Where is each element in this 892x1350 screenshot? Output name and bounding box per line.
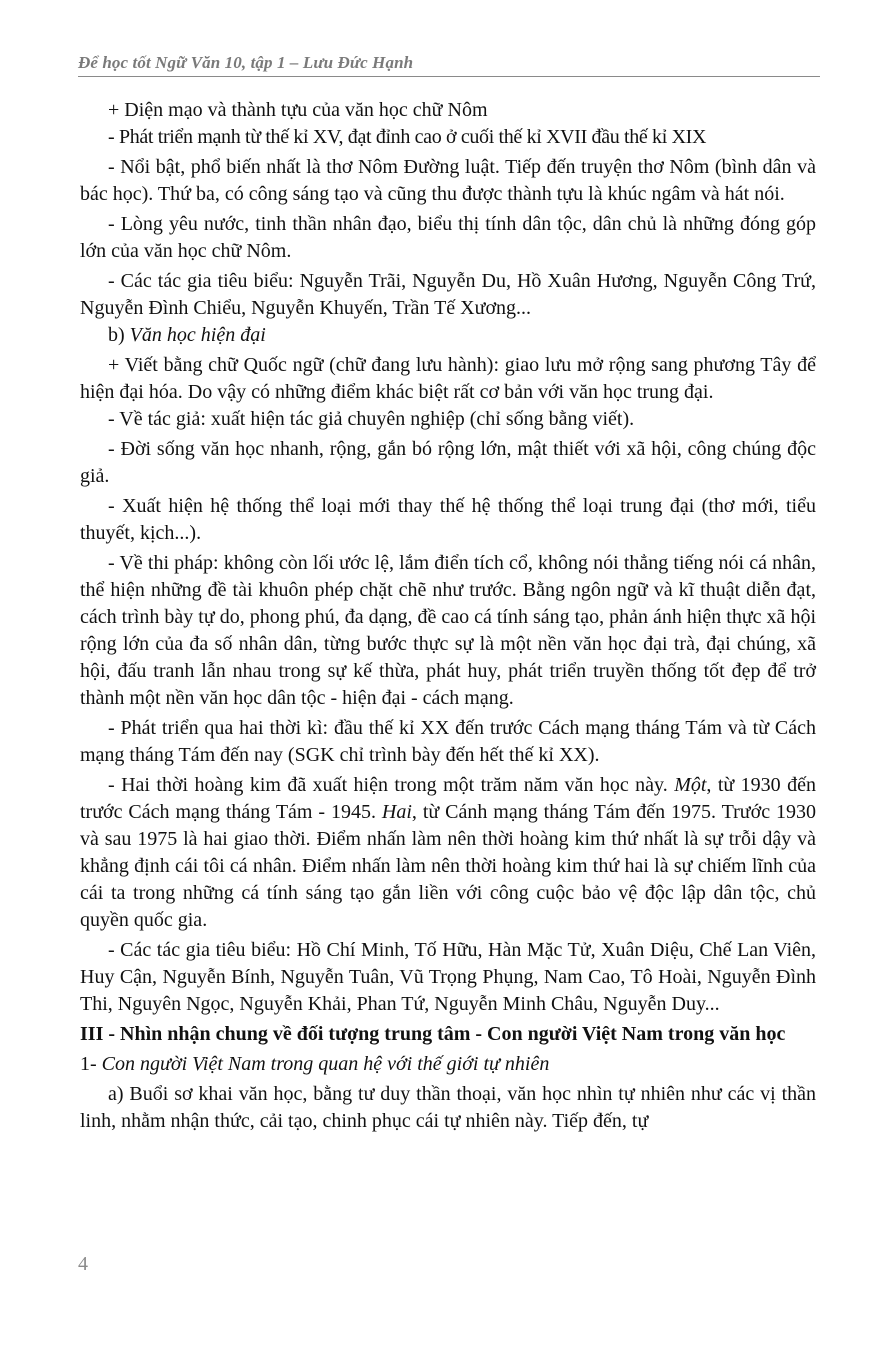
section-label: b) (108, 324, 125, 346)
subsection-title: Con người Việt Nam trong quan hệ với thế giới tự nhiên (101, 1053, 550, 1075)
running-header: Để học tốt Ngữ Văn 10, tập 1 – Lưu Đức Hạnh (78, 53, 414, 72)
paragraph: - Nổi bật, phổ biến nhất là thơ Nôm Đường luật. Tiếp đến truyện thơ Nôm (bình dân và bác học). Thứ ba, có công sáng tạo và cũng thu được thành tựu là khúc ngâm và hát nói. (80, 156, 816, 205)
paragraph: - Các tác gia tiêu biểu: Nguyễn Trãi, Nguyễn Du, Hồ Xuân Hương, Nguyễn Công Trứ, Nguyễn Đình Chiểu, Nguyễn Khuyến, Trần Tế Xương... (80, 270, 816, 319)
paragraph: - Lòng yêu nước, tinh thần nhân đạo, biểu thị tính dân tộc, dân chủ là những đóng góp lớn của văn học chữ Nôm. (80, 213, 816, 262)
page-number: 4 (78, 1253, 88, 1275)
section-subtitle (80, 322, 816, 349)
text-run: , từ Cánh mạng tháng Tám đến 1975. Trước 1930 và sau 1975 là hai giao thời. Điểm nhấn làm nên thời hoàng kim thứ nhất là sự trỗi dậy và khẳng định cái tôi cá nhân. Điểm nhấn làm nên thời hoàng kim thứ hai là sự chiếm lĩnh của cái ta trong những cá tính sáng tạo gắn liền với công cuộc bảo vệ độc lập dân tộc, chủ quyền quốc gia. (80, 801, 816, 931)
paragraph: + Viết bằng chữ Quốc ngữ (chữ đang lưu hành): giao lưu mở rộng sang phương Tây để hiện đại hóa. Do vậy có những điểm khác biệt rất cơ bản với văn học trung đại. (80, 354, 816, 403)
page-body (80, 97, 816, 1135)
paragraph: a) Buổi sơ khai văn học, bằng tư duy thần thoại, văn học nhìn tự nhiên như các vị thần linh, nhằm nhận thức, cải tạo, chinh phục cái tự nhiên này. Tiếp đến, tự (80, 1083, 816, 1132)
subsection-label: 1- (80, 1053, 97, 1075)
emphasis: Một (674, 774, 707, 796)
paragraph: - Về tác giả: xuất hiện tác giả chuyên nghiệp (chỉ sống bằng viết). (108, 408, 635, 430)
paragraph: + Diện mạo và thành tựu của văn học chữ Nôm (108, 99, 488, 121)
paragraph (80, 772, 816, 934)
subsection-heading (80, 1051, 816, 1078)
text-run: , từ 1930 đến trước Cách mạng tháng Tám - 1945. (80, 774, 816, 823)
header-divider (78, 76, 820, 77)
paragraph: - Xuất hiện hệ thống thể loại mới thay thế hệ thống thể loại trung đại (thơ mới, tiểu thuyết, kịch...). (80, 495, 816, 544)
paragraph: - Các tác gia tiêu biểu: Hồ Chí Minh, Tố Hữu, Hàn Mặc Tử, Xuân Diệu, Chế Lan Viên, Huy Cận, Nguyễn Bính, Nguyễn Tuân, Vũ Trọng Phụng, Nam Cao, Tô Hoài, Nguyễn Đình Thi, Nguyên Ngọc, Nguyễn Khải, Phan Tứ, Nguyễn Minh Châu, Nguyễn Duy... (80, 939, 816, 1015)
text-run: - Hai thời hoàng kim đã xuất hiện trong một trăm năm văn học này. (108, 774, 675, 796)
paragraph: - Về thi pháp: không còn lối ước lệ, lắm điển tích cổ, không nói thẳng tiếng nói cá nhân, thể hiện những đề tài khuôn phép chặt chẽ như trước. Bằng ngôn ngữ và kĩ thuật diễn đạt, cách trình bày tự do, phong phú, đa dạng, đề cao cá tính sáng tạo, phản ánh hiện thực xã hội rộng lớn của đa số nhân dân, từng bước thực sự là một nền văn học đại trà, đại chúng, xã hội, đấu tranh lẫn nhau trong sự kế thừa, phát huy, phát triển truyền thống tốt đẹp để trở thành một nền văn học dân tộc - hiện đại - cách mạng. (80, 552, 816, 709)
paragraph: - Phát triển mạnh từ thế kỉ XV, đạt đỉnh cao ở cuối thế kỉ XVII đầu thế kỉ XIX (108, 126, 707, 148)
paragraph: - Phát triển qua hai thời kì: đầu thế kỉ XX đến trước Cách mạng tháng Tám và từ Cách mạng tháng Tám đến nay (SGK chỉ trình bày đến hết thế kỉ XX). (80, 717, 816, 766)
section-title: Văn học hiện đại (129, 324, 266, 346)
section-heading: III - Nhìn nhận chung về đối tượng trung tâm - Con người Việt Nam trong văn học (80, 1023, 786, 1045)
paragraph: - Đời sống văn học nhanh, rộng, gắn bó rộng lớn, mật thiết với xã hội, công chúng độc giả. (80, 438, 816, 487)
emphasis: Hai (381, 801, 412, 823)
